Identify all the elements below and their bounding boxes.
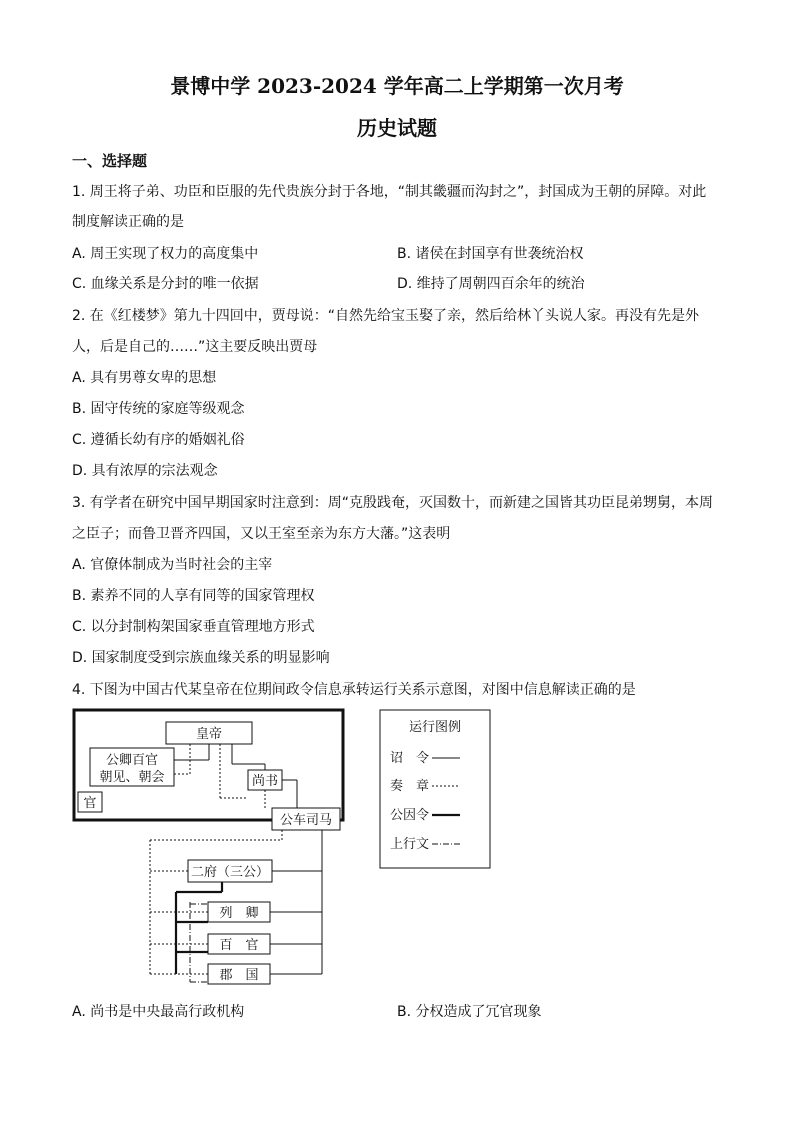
q1-option-c: C. 血缘关系是分封的唯一依据 [72, 276, 259, 292]
q1-option-b: B. 诸侯在封国享有世袭统治权 [397, 246, 584, 262]
erfu-label: 二府（三公） [190, 865, 270, 880]
q3-option-c: C. 以分封制构架国家垂直管理地方形式 [72, 619, 315, 635]
emperor-label: 皇帝 [195, 727, 223, 742]
q3-stem-line-1: 3. 有学者在研究中国早期国家时注意到：周“克殷践奄，灭国数十，而新建之国皆其功臣昆弟甥舅，本周 [72, 495, 714, 511]
q4-stem-line-1: 4. 下图为中国古代某皇帝在位期间政令信息承转运行关系示意图，对图中信息解读正确的是 [72, 682, 636, 698]
legend-item-gongyin: 公因令 [390, 808, 430, 823]
q2-stem-line-2: 人，后是自己的……”这主要反映出贾母 [72, 339, 318, 355]
q3-stem-line-2: 之臣子；而鲁卫晋齐四国，又以王室至亲为东方大藩。”这表明 [72, 526, 451, 542]
q1-option-d: D. 维持了周朝四百余年的统治 [397, 276, 585, 292]
legend-item-upward: 上行文 [390, 837, 430, 852]
q2-option-b: B. 固守传统的家庭等级观念 [72, 401, 245, 417]
q1-stem-line-1: 1. 周王将子弟、功臣和臣服的先代贵族分封于各地，“制其畿疆而沟封之”，封国成为王朝的屏障。对此 [72, 184, 707, 200]
q2-option-d: D. 具有浓厚的宗法观念 [72, 463, 218, 479]
q4-option-a: A. 尚书是中央最高行政机构 [72, 1004, 245, 1020]
palace-label: 官 [83, 796, 97, 811]
q4-option-b: B. 分权造成了冗官现象 [397, 1004, 542, 1020]
gongche-label: 公车司马 [279, 813, 333, 828]
junguo-label: 郡 国 [219, 968, 259, 983]
gongyin-lines [176, 882, 222, 974]
exam-title: 景博中学 2023-2024 学年高二上学期第一次月考 [170, 74, 624, 98]
legend-title: 运行图例 [408, 720, 462, 735]
q2-option-c: C. 遵循长幼有序的婚姻礼俗 [72, 432, 245, 448]
legend-item-memorial: 奏 章 [390, 779, 430, 794]
officials-label-1: 公卿百官 [105, 753, 159, 768]
government-flow-diagram [72, 706, 502, 996]
q3-option-a: A. 官僚体制成为当时社会的主宰 [72, 557, 273, 573]
section-heading: 一、选择题 [72, 152, 148, 170]
q3-option-b: B. 素养不同的人享有同等的国家管理权 [72, 588, 315, 604]
q1-stem-line-2: 制度解读正确的是 [72, 214, 184, 230]
q3-option-d: D. 国家制度受到宗族血缘关系的明显影响 [72, 650, 330, 666]
q2-stem-line-1: 2. 在《红楼梦》第九十四回中，贾母说：“自然先给宝玉娶了亲，然后给林丫头说人家。再没有先是外 [72, 308, 700, 324]
exam-subtitle: 历史试题 [357, 116, 437, 140]
q2-option-a: A. 具有男尊女卑的思想 [72, 370, 217, 386]
q1-option-a: A. 周王实现了权力的高度集中 [72, 246, 259, 262]
lieqing-label: 列 卿 [219, 906, 259, 921]
shangshu-label: 尚书 [251, 774, 279, 789]
upward-doc-lines [190, 902, 208, 982]
legend-item-edict: 诏 令 [390, 751, 430, 766]
baiguan-label: 百 官 [219, 938, 259, 953]
officials-label-2: 朝见、朝会 [99, 770, 165, 785]
